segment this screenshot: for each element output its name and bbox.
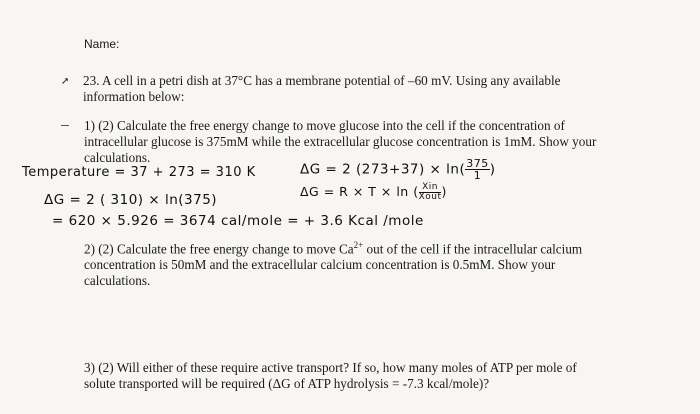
arrow-mark-icon: ➚ [61,76,70,87]
part-1-line3: calculations. [84,150,151,165]
question-23-text-line1: 23. A cell in a petri dish at 37°C has a membrane potential of –60 mV. Using any available [83,73,561,88]
handwritten-dg-calc: ΔG = 2 ( 310) × ln(375) [44,192,218,208]
handwritten-dg-result: = 620 × 5.926 = 3674 cal/mole = + 3.6 Kcal /mole [52,213,424,229]
handwritten-dg-formula: ΔG = 2 (273+37) × ln( $\frac{375}{1}$ ) [300,157,496,182]
part-1-line1: 1) (2) Calculate the free energy change to move glucose into the cell if the concentration of [84,118,565,133]
handwritten-dg-general: ΔG = R × T × ln ( $\frac{\text{Xin}}{\text{Xout}}$ ) [300,182,447,202]
handwritten-temperature: Temperature = 37 + 273 = 310 K [22,165,256,180]
part-3-line2: solute transported will be required (ΔG of ATP hydrolysis = -7.3 kcal/mole)? [84,376,490,391]
question-23-text-line2: information below: [83,89,185,104]
name-label: Name: [84,37,120,51]
fraction-375-over-1: $\frac{375}{1}$ [466,157,489,182]
part-3-line1: 3) (2) Will either of these require active transport? If so, how many moles of ATP per mole of [84,360,577,375]
part-2-question [84,237,644,289]
part-3-question [84,360,654,392]
part-2-line3: calculations. [84,273,151,289]
part-2-line2: concentration is 50mM and the extracellular calcium concentration is 0.5mM. Show your [84,257,556,273]
part-1-line2: intracellular glucose is 375mM while the extracellular glucose concentration is 1mM. Show your [84,134,597,149]
part-2-line1: 2) (2) Calculate the free energy change to move $Ca^{2+}$ out of the cell if the intracellular calcium [84,240,583,257]
tick-mark-icon [61,125,69,126]
fraction-xin-over-xout: $\frac{\text{Xin}}{\text{Xout}}$ [418,182,442,202]
